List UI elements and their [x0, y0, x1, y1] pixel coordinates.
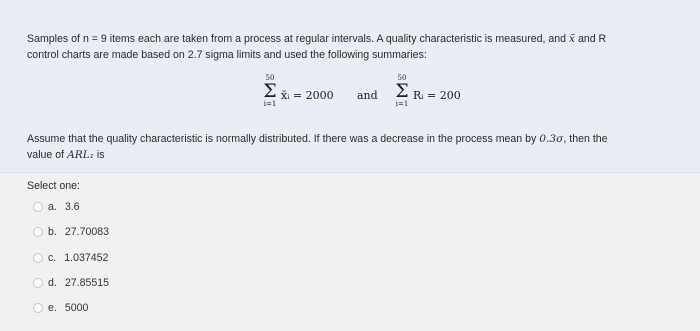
option-text: 1.037452	[64, 252, 109, 264]
question-para2-line2-end: is	[93, 149, 105, 161]
option-a[interactable]	[33, 199, 80, 215]
option-letter: b.	[48, 226, 57, 238]
sum-lower-limit: i=1	[263, 100, 277, 108]
sigma-symbol: Σ	[395, 80, 409, 102]
mean-shift: 0.3σ	[539, 133, 564, 145]
option-letter: c.	[48, 252, 57, 264]
option-d[interactable]	[33, 275, 109, 291]
radio-button[interactable]	[33, 278, 43, 288]
radio-button[interactable]	[33, 303, 43, 313]
question-line1: Samples of n = 9 items each are taken from a process at regular intervals. A quality characteristic is measured, and	[27, 33, 570, 45]
summary-formula	[259, 74, 479, 120]
option-letter: a.	[48, 201, 57, 213]
arl-symbol: ARL₁	[67, 149, 94, 161]
sum-upper-limit: 50	[397, 74, 407, 82]
sigma-symbol: Σ	[263, 80, 277, 102]
range-sum-value: Rᵢ = 200	[413, 89, 461, 102]
sum-xbar	[261, 74, 279, 108]
sum-lower-limit: i=1	[395, 100, 409, 108]
question-text	[27, 31, 687, 63]
option-text: 27.70083	[64, 226, 110, 238]
option-text: 5000	[64, 302, 89, 314]
option-c[interactable]	[33, 250, 108, 266]
sum-upper-limit: 50	[265, 74, 275, 82]
option-b[interactable]	[33, 224, 109, 240]
option-text: 27.85515	[64, 277, 110, 289]
sum-range	[393, 74, 411, 108]
and-word: and	[357, 89, 378, 102]
radio-button[interactable]	[33, 227, 43, 237]
option-text: 3.6	[64, 201, 80, 213]
question-para2-line2: value of	[27, 149, 68, 161]
question-line2: control charts are made based on 2.7 sigma limits and used the following summaries:	[27, 49, 427, 61]
radio-button[interactable]	[33, 202, 43, 212]
radio-button[interactable]	[33, 253, 43, 263]
question-text-2	[27, 131, 687, 163]
select-one-label: Select one:	[27, 180, 81, 192]
question-para2-line1: Assume that the quality characteristic is normally distributed. If there was a decrease in the process mean by	[27, 133, 540, 145]
option-e[interactable]	[33, 300, 88, 316]
xbar-sum-value: x̄ᵢ = 2000	[281, 89, 334, 102]
question-line1-end: and R	[575, 33, 607, 45]
option-letter: d.	[48, 277, 57, 289]
xbar-symbol: x̄	[569, 33, 575, 45]
question-para2-line1-end: , then the	[563, 133, 608, 145]
option-letter: e.	[48, 302, 57, 314]
